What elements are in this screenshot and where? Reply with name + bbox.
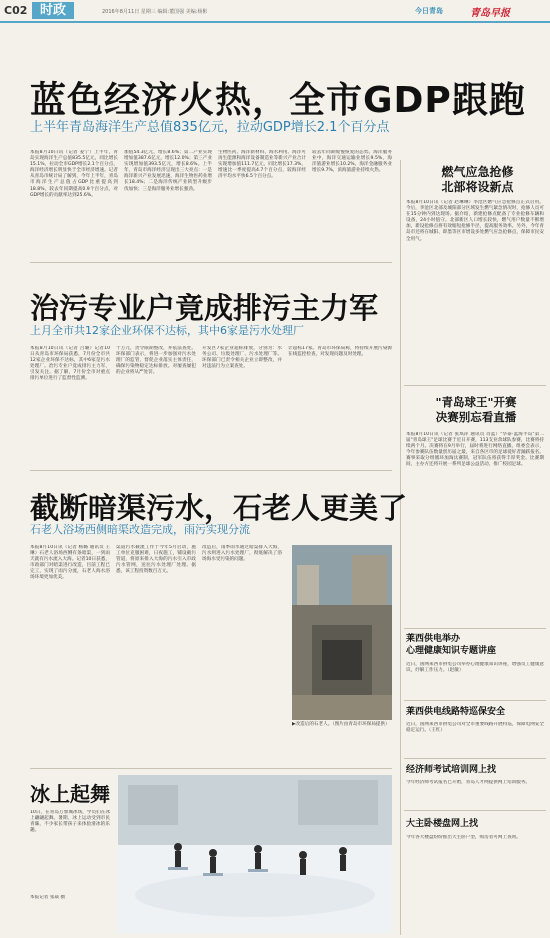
story1-subhead: 上半年青岛海洋生产总值835亿元，拉动GDP增长2.1个百分点 [30, 120, 390, 135]
side6-body: 今年各大楼盘纷纷推出大主卧户型，购房者可网上查询。 [406, 835, 521, 840]
story4-credit: 本报记者 张焱 摄 [30, 895, 66, 900]
ice-skaters-illustration [118, 775, 392, 933]
story1-col3: 生物医药、海洋新材料、海水利用、海洋可再生能源和海洋设备制造业等新兴产业合计实现增加值111.7亿元，同比增长17.3%，增速比一季度提高4.7个百分点，较海洋经济平均水平快6.5个百分点。 [218, 150, 306, 180]
story2-col1: 本报8月10日讯（记者 吕璐）记者10日从青岛市环保局获悉，7月份全市共12家企业环保不达标，其中6家是污水处理厂。治污专业户竟成排污主力军，引发关注。据了解，7月份全市对重点排污单位进行了监督性监测。 [30, 346, 110, 382]
side-divider-5 [404, 810, 546, 811]
page-number: C02 [4, 4, 28, 17]
story2-headline: 治污专业户竟成排污主力军 [30, 291, 379, 325]
side-divider-2 [404, 628, 546, 629]
header-meta: 2016年8月11日 星期三 编辑:董国强 美编:杨彬 [102, 9, 208, 15]
side-divider-1 [404, 385, 546, 386]
side-divider-3 [404, 700, 546, 701]
newspaper-logo: 青岛早报 [470, 8, 510, 19]
story3-col3: 改造后，雨季雨水通过暗渠排入大海，污水则进入污水处理厂，彻底解决了浴场海水受污染的问题。 [202, 545, 282, 563]
side3-title: 莱西供电举办 心理健康知识专题讲座 [406, 634, 497, 656]
side4-title: 莱西供电线路特巡保安全 [406, 707, 506, 717]
side1-body: 本报8月10日讯（记者 赵琳琳）李沧区燃气应急抢修点正式启用。今后，李沧区北部及城阳部分区域发生燃气紧急情况时，抢修人员可在15分钟内到达现场。据介绍，新建抢修点配备了专业抢修车辆和设备，24小时值守。北部新区人口增长较快，燃气用户数量不断增加，新设抢修点将有效缩短抢修半径，提高服务效率。另外，今年青岛市还将在城阳、即墨等区市增设多处燃气应急抢修点，保障市民安全用气。 [406, 200, 544, 242]
story3-subhead: 石老人浴场西侧暗渠改造完成，雨污实现分流 [30, 523, 250, 536]
story1-headline: 蓝色经济火热，全市GDP跟跑 [30, 80, 526, 121]
story3-col2: 渠道污水截流工作于今年5月启动，施工单位克服困难，日夜施工，铺设截污管道，将原来排入大海的污水引入市政污水管网，送往污水处理厂处理。据悉，该工程投资数百万元。 [116, 545, 196, 575]
story1-col4: 较去年同期缓慢恢复的态势。海洋服务业中，海洋交通运输业增长9.5%，海洋旅游业增长10.2%，海洋金融服务业增长9.7%，滨海旅游业持续火热。 [312, 150, 392, 174]
story1-divider [30, 262, 392, 263]
story4-body: 10日，在青岛万象城冰场，学员们在冰上翩翩起舞。暑期，冰上运动受到市民青睐，不少家长带孩子来体验滑冰的乐趣。 [30, 810, 110, 834]
drainage-scene-illustration [292, 545, 392, 720]
story2-col4: 计超标17家。青岛市环保局称，将持续开展污染源在线监控检查，对发现问题及时处理。 [288, 346, 392, 358]
side4-body: 近日，国网莱西市供电公司对全市重要线路开展特巡，保障电网安全稳定运行。（王红） [406, 722, 544, 734]
section-badge: 时政 [32, 2, 74, 19]
story3-photo-caption: ▶改造后的石老人。（图片由青岛市环保局提供） [292, 722, 390, 727]
right-column-divider [400, 160, 401, 935]
side-divider-4 [404, 758, 546, 759]
brand-name: 今日青岛 [415, 7, 443, 15]
side1-title: 燃气应急抢修 北部将设新点 [441, 165, 514, 194]
side5-body: 今年经济师考试报名已开始，青岛人才网提供网上培训服务。 [406, 780, 531, 785]
story2-divider [30, 470, 392, 471]
story2-col3: 开发区7家企业超标排放，分别为：水务公司、垃圾处理厂、污水处理厂等。环保部门已责令相关企业立即整改，并对违法行为立案查处。 [202, 346, 282, 370]
story4-headline: 冰上起舞 [30, 782, 110, 806]
side6-title: 大主卧楼盘网上找 [406, 819, 479, 829]
side2-title: "青岛球王"开赛 决赛别忘看直播 [435, 395, 517, 424]
story1-col1: 本报8月10日讯（记者 姜宁）上半年，青岛实现海洋生产总值835.5亿元，同比增长15.1%，拉动全市GDP增长2.1个百分点，海洋经济增长明显快于全市经济增速。记者从青岛市统计局了解到，今年上半年，青岛市海洋生产总值占GDP比重提高到18.8%，较去年同期提高0.9个百分点，对GDP增长的贡献率达到25.6%。 [30, 150, 118, 198]
header-divider [0, 21, 550, 23]
story4-photo [118, 775, 392, 933]
side3-body: 近日，国网莱西市供电公司举办心理健康知识讲座，增强员工健康意识，纾解工作压力。（赵敏） [406, 662, 544, 674]
story2-col2: 十万元，责令限期整改，并依法查处。环保部门表示，将进一步加强对污水处理厂的监管，督促企业落实主体责任，确保污染物稳定达标排放。对屡查屡犯的企业将从严处罚。 [116, 346, 196, 376]
story3-col1: 本报8月10日讯（记者 杨璐 通讯员 王琳）石老人浴场西侧有条暗渠，一到雨天就有污水流入大海。记者10日获悉，市政部门对暗渠进行改造，目前工程已完工，实现了雨污分流，石老人海水浴场环境更加优美。 [30, 545, 110, 581]
story3-photo [292, 545, 392, 720]
side5-title: 经济师考试培训网上找 [406, 765, 497, 775]
story3-headline: 截断暗渠污水，石老人更美了 [30, 491, 408, 525]
side2-body: 本报8月10日讯（记者 张琪萍 通讯员 肖蓝）"华泰·蓝海半岛"第二届"青岛球王"足球比赛于近日开赛，113支业余球队参赛，比赛将持续两个月。决赛将在9月举行，届时将进行网络直播。组委会表示，今年参赛队伍数量创历届之最，来自各区市的足球爱好者踊跃报名。赛事采取分组循环加淘汰赛制，冠军队伍将获得丰厚奖金。比赛期间，主办方还将开展一系列足球公益活动，推广校园足球。 [406, 432, 544, 468]
story3-divider [30, 768, 392, 769]
story2-subhead: 上月全市共12家企业环保不达标，其中6家是污水处理厂 [30, 324, 304, 337]
story1-col2: 加值54.3亿元，增长8.6%；第二产业实现增加值387.6亿元，增长12.0%；第三产业实现增加值393.5亿元，增长8.6%。上半年，青岛市海洋经济呈现出三大亮点：一是海洋新兴产业发展迅速，海洋生物医药业增长18.4%；二是海洋传统产业转型升级步伐加快；三是海洋服务业增长强劲。 [124, 150, 212, 192]
